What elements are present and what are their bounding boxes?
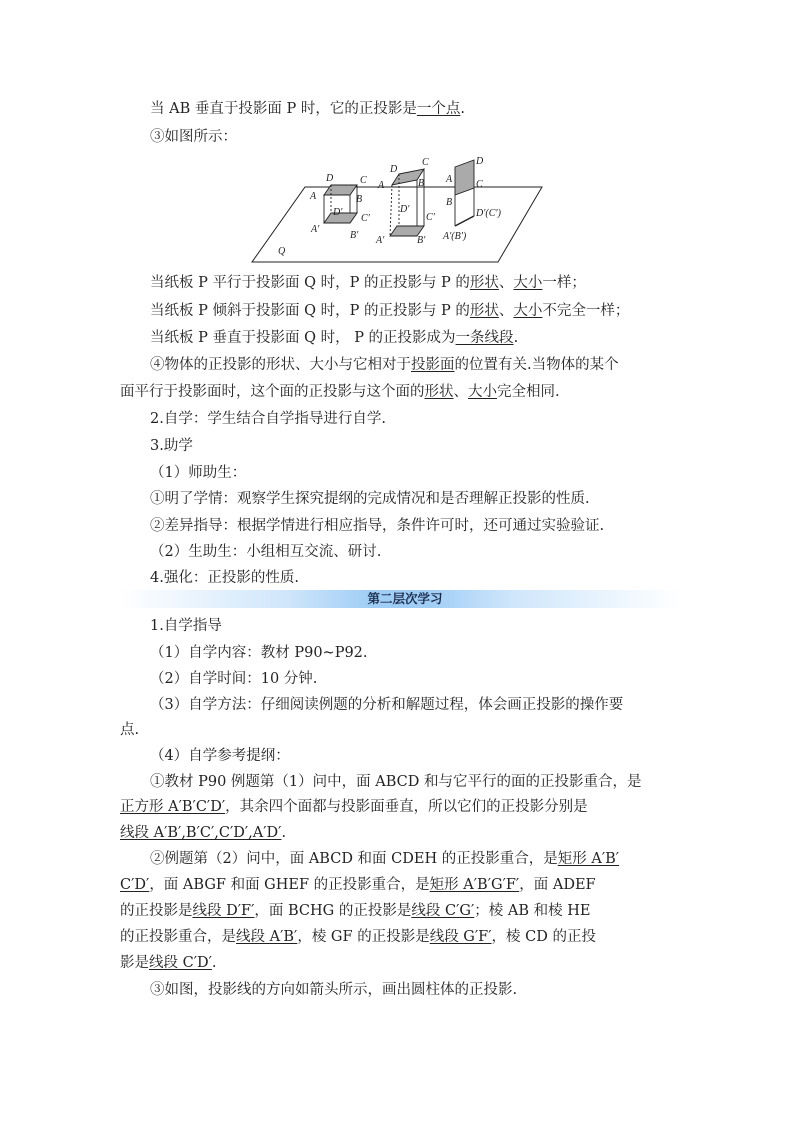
svg-text:B: B bbox=[418, 178, 425, 189]
text-line-1: 当 AB 垂直于投影面 P 时，它的正投影是一个点. bbox=[150, 101, 465, 117]
text-line-8: 2.自学：学生结合自学指导进行自学. bbox=[150, 411, 386, 427]
svg-text:C: C bbox=[360, 175, 367, 186]
svg-text:A′: A′ bbox=[311, 224, 320, 235]
svg-text:D′: D′ bbox=[400, 204, 410, 215]
text-line-27: 的正投影重合，是线段 A′B′，棱 GF 的正投影是线段 G′F′，棱 CD 的正投 bbox=[120, 929, 596, 945]
svg-text:D: D bbox=[476, 156, 484, 167]
projection-figure bbox=[240, 150, 550, 265]
text-line-25: C′D′，面 ABGF 和面 GHEF 的正投影重合，是矩形 A′B′G′F′，面 ADEF bbox=[120, 877, 596, 893]
text-line-23: 线段 A′B′,B′C′,C′D′,A′D′. bbox=[120, 825, 287, 841]
plane-label: Q bbox=[278, 246, 286, 257]
svg-text:A: A bbox=[378, 180, 385, 191]
svg-text:B: B bbox=[446, 197, 453, 208]
svg-text:A: A bbox=[446, 174, 453, 185]
svg-text:A: A bbox=[310, 191, 317, 202]
text-line-9: 3.助学 bbox=[150, 438, 193, 454]
text-line-10: （1）师助生： bbox=[150, 465, 247, 481]
text-line-18: （3）自学方法：仔细阅读例题的分析和解题过程，体会画正投影的操作要 bbox=[150, 697, 624, 713]
text-line-11: ①明了学情：观察学生探究提纲的完成情况和是否理解正投影的性质. bbox=[150, 491, 590, 507]
svg-text:C′: C′ bbox=[361, 213, 370, 224]
text-line-29: ③如图，投影线的方向如箭头所示，画出圆柱体的正投影. bbox=[150, 982, 518, 998]
svg-text:D′: D′ bbox=[333, 207, 343, 218]
svg-text:C′: C′ bbox=[426, 212, 435, 223]
svg-text:D: D bbox=[326, 173, 334, 184]
text-line-16: （1）自学内容：教材 P90~P92. bbox=[150, 645, 368, 661]
text-line-5: 当纸板 P 垂直于投影面 Q 时， P 的正投影成为一条线段. bbox=[150, 330, 519, 346]
text-line-20: （4）自学参考提纲： bbox=[150, 748, 290, 764]
text-line-14: 4.强化：正投影的性质. bbox=[150, 570, 299, 586]
svg-text:B: B bbox=[356, 194, 363, 205]
section-banner-title: 第二层次学习 bbox=[367, 591, 443, 606]
text-line-28: 影是线段 C′D′. bbox=[120, 955, 217, 971]
text-line-21: ①教材 P90 例题第（1）问中，面 ABCD 和与它平行的面的正投影重合，是 bbox=[150, 774, 642, 790]
text-line-6: ④物体的正投影的形状、大小与它相对于投影面的位置有关.当物体的某个 bbox=[150, 357, 619, 373]
svg-text:C: C bbox=[422, 157, 429, 168]
text-line-2: ③如图所示： bbox=[150, 129, 237, 145]
text-line-13: （2）生助生：小组相互交流、研讨. bbox=[150, 544, 382, 560]
text-line-7: 面平行于投影面时，这个面的正投影与这个面的形状、大小完全相同. bbox=[120, 384, 560, 400]
text-line-26: 的正投影是线段 D′F′，面 BCHG 的正投影是线段 C′G′；棱 AB 和棱 HE bbox=[120, 903, 591, 919]
svg-text:A′(B′): A′(B′) bbox=[443, 231, 467, 242]
svg-text:D′(C′): D′(C′) bbox=[476, 208, 501, 219]
svg-text:A′: A′ bbox=[376, 235, 385, 246]
text-line-4: 当纸板 P 倾斜于投影面 Q 时，P 的正投影与 P 的形状、大小不完全一样； bbox=[150, 303, 630, 319]
board-perpendicular bbox=[455, 160, 474, 226]
svg-text:B′: B′ bbox=[417, 235, 426, 246]
plane-q bbox=[252, 187, 542, 262]
text-line-15: 1.自学指导 bbox=[150, 618, 222, 634]
text-line-19: 点. bbox=[120, 722, 140, 738]
text-line-24: ②例题第（2）问中，面 ABCD 和面 CDEH 的正投影重合，是矩形 A′B′ bbox=[150, 851, 620, 867]
svg-text:B′: B′ bbox=[350, 230, 359, 241]
text-line-3: 当纸板 P 平行于投影面 Q 时，P 的正投影与 P 的形状、大小一样； bbox=[150, 275, 586, 291]
svg-text:D: D bbox=[390, 164, 398, 175]
text-line-22: 正方形 A′B′C′D′，其余四个面都与投影面垂直，所以它们的正投影分别是 bbox=[120, 799, 588, 815]
text-line-17: （2）自学时间：10 分钟. bbox=[150, 671, 318, 687]
svg-text:C: C bbox=[476, 179, 483, 190]
text-line-12: ②差异指导：根据学情进行相应指导，条件许可时，还可通过实验验证. bbox=[150, 518, 605, 534]
